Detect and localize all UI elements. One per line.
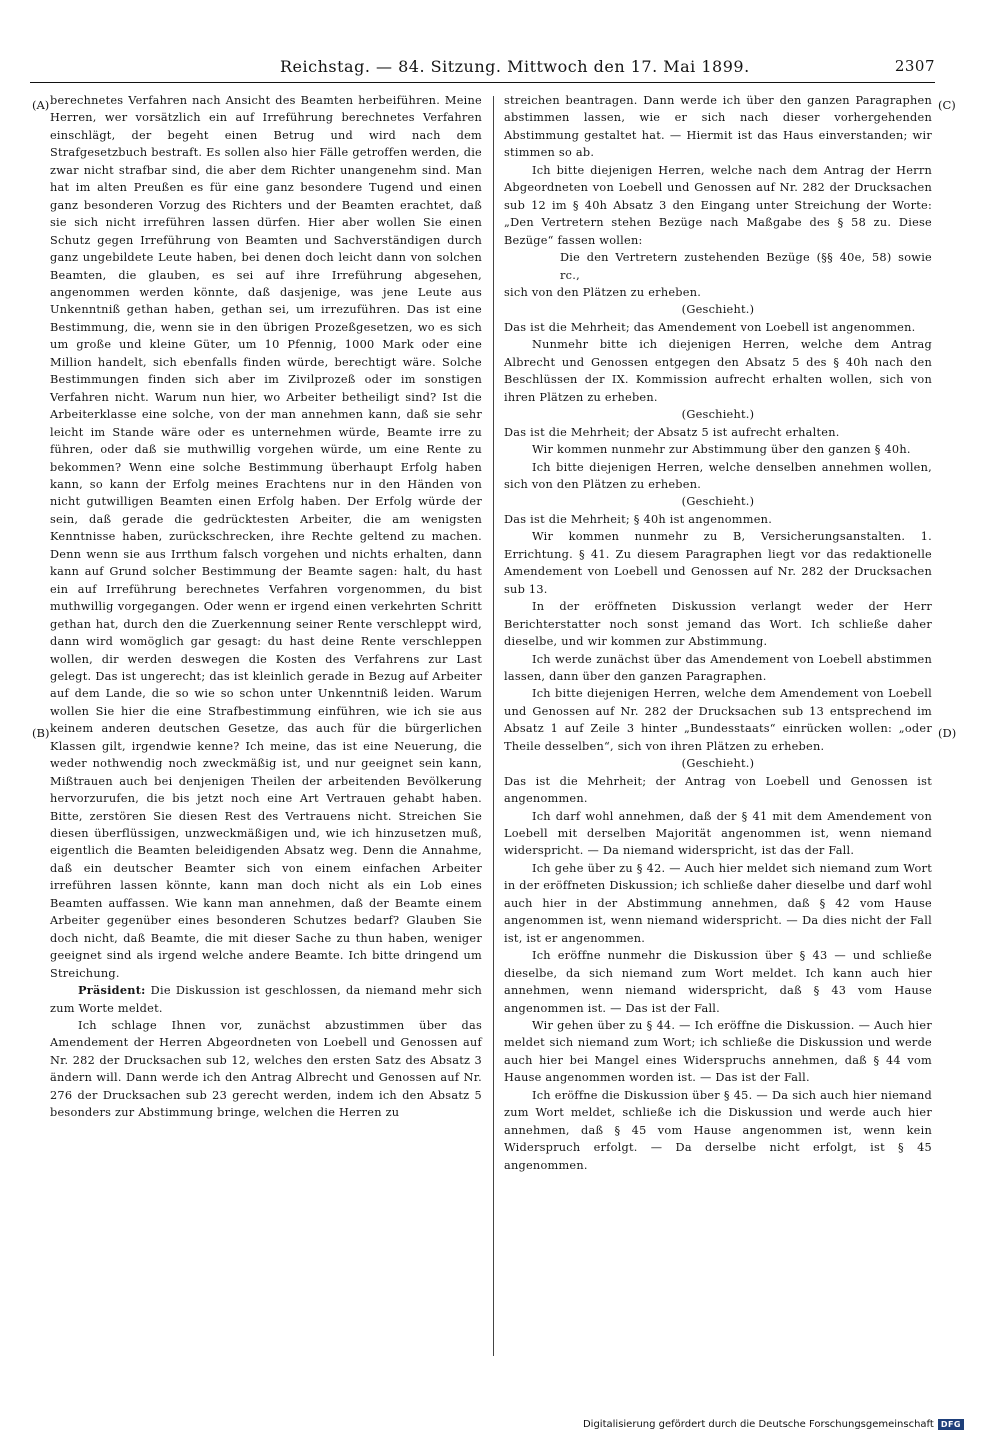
stage-direction: (Geschieht.) [681,495,755,509]
paragraph: Wir kommen nunmehr zu B, Versicherungsanstalten. 1. Errichtung. § 41. Zu diesem Paragraphen liegt vor das redaktionelle Amendement von Loebell und Genossen auf Nr. 282 der Drucksachen sub 13. [504,530,932,596]
paragraph: Nunmehr bitte ich diejenigen Herren, welche dem Antrag Albrecht und Genossen entgegen den Absatz 5 des § 40h nach den Beschlüssen der IX. Kommission aufrecht erhalten wollen, sich von ihren Plätzen zu erheben. [504,338,932,404]
column-divider [493,96,494,1356]
paragraph: Das ist die Mehrheit; § 40h ist angenommen. [504,512,773,526]
stage-direction: (Geschieht.) [681,408,755,422]
speaker-text: Die Diskussion ist geschlossen, da niemand mehr sich zum Worte meldet. [50,984,482,1015]
header-title: Reichstag. — 84. Sitzung. Mittwoch den 17. Mai 1899. [280,57,750,76]
margin-mark-b: (B) [32,726,50,740]
paragraph: streichen beantragen. Dann werde ich über den ganzen Paragraphen abstimmen lassen, wie er sich nach dieser vorhergehenden Abstimmung gestaltet hat. — Hiermit ist das Haus einverstanden; wir stimmen so ab. [504,94,932,160]
paragraph: Wir gehen über zu § 44. — Ich eröffne die Diskussion. — Auch hier meldet sich niemand zum Wort; ich schließe die Diskussion und werde auch hier bei Mangel eines Widerspruchs annehmen, daß § 44 vom Hause angenommen worden ist. — Das ist der Fall. [504,1019,932,1085]
paragraph: Ich gehe über zu § 42. — Auch hier meldet sich niemand zum Wort in der eröffneten Diskussion; ich schließe daher dieselbe und darf wohl auch hier in der Abstimmung annehmen, daß § 42 vom Hause angenommen ist, wenn niemand widerspricht. — Da dies nicht der Fall ist, ist er angenommen. [504,861,932,945]
paragraph: Ich werde zunächst über das Amendement von Loebell abstimmen lassen, dann über den ganzen Paragraphen. [504,652,932,683]
right-column [504,92,932,1174]
paragraph: Ich eröffne die Diskussion über § 45. — Da sich auch hier niemand zum Wort meldet, schließe ich die Diskussion und werde auch hier annehmen, daß § 45 vom Hause angenommen ist, wenn kein Widerspruch erfolgt. — Da derselbe nicht erfolgt, ist § 45 angenommen. [504,1088,932,1172]
paragraph [50,982,482,1017]
paragraph: sich von den Plätzen zu erheben. [504,285,702,299]
left-column [50,92,482,1122]
margin-mark-a: (A) [32,98,50,112]
footer-credit: Digitalisierung gefördert durch die Deutsche Forschungsgemeinschaft [582,1418,934,1430]
running-header [30,57,935,83]
paragraph: In der eröffneten Diskussion verlangt weder der Herr Berichterstatter noch sonst jemand das Wort. Ich schließe daher dieselbe, und wir kommen zur Abstimmung. [504,600,932,649]
page-number: 2307 [894,57,935,75]
paragraph: Ich bitte diejenigen Herren, welche dem Amendement von Loebell und Genossen auf Nr. 282 der Drucksachen sub 13 entsprechend im Absatz 1 auf Zeile 3 hinter „Bundesstaats“ einrücken wollen: „oder Theile desselben“, sich von ihren Plätzen zu erheben. [504,687,932,753]
stage-direction: (Geschieht.) [681,757,755,771]
paragraph: Ich bitte diejenigen Herren, welche nach dem Antrag der Herrn Abgeordneten von Loebell und Genossen auf Nr. 282 der Drucksachen sub 12 im § 40h Absatz 3 den Eingang unter Streichung der Worte: „Den Vertretern stehen Bezüge nach Maßgabe des § 58 zu. Diese Bezüge“ fassen wollen: [504,163,932,247]
quoted-amendment: Die den Vertretern zustehenden Bezüge (§§ 40e, 58) sowie rc., [560,251,932,282]
paragraph: Ich bitte diejenigen Herren, welche denselben annehmen wollen, sich von den Plätzen zu erheben. [504,460,932,491]
paragraph: Wir kommen nunmehr zur Abstimmung über den ganzen § 40h. [532,443,911,457]
margin-mark-c: (C) [938,98,956,112]
paragraph: Das ist die Mehrheit; das Amendement von Loebell ist angenommen. [504,320,916,334]
stage-direction: (Geschieht.) [681,303,755,317]
margin-mark-d: (D) [938,726,957,740]
paragraph: Das ist die Mehrheit; der Antrag von Loebell und Genossen ist angenommen. [504,774,932,806]
dfg-logo: DFG [938,1419,964,1430]
digitization-footer [583,1417,964,1431]
paragraph: Ich darf wohl annehmen, daß der § 41 mit dem Amendement von Loebell mit derselben Majorität angenommen ist, wenn niemand widerspricht. — Da niemand widerspricht, ist das der Fall. [504,809,932,858]
paragraph: Das ist die Mehrheit; der Absatz 5 ist aufrecht erhalten. [504,425,840,439]
speaker-label: Präsident: [78,983,146,998]
paragraph: Ich eröffne nunmehr die Diskussion über § 43 — und schließe dieselbe, da sich niemand zum Wort meldet. Ich kann auch hier annehmen, wenn niemand widerspricht, daß § 43 vom Hause angenommen ist. — Das ist der Fall. [504,949,932,1015]
paragraph: Ich schlage Ihnen vor, zunächst abzustimmen über das Amendement der Herren Abgeordneten von Loebell und Genossen auf Nr. 282 der Drucksachen sub 12, welches den ersten Satz des Absatz 3 ändern will. Dann werde ich den Antrag Albrecht und Genossen auf Nr. 276 der Drucksachen sub 23 gerecht werden, indem ich den Absatz 5 besonders zur Abstimmung bringe, welchen die Herren zu [50,1019,482,1120]
paragraph: berechnetes Verfahren nach Ansicht des Beamten herbeiführen. Meine Herren, wer vorsätzlich ein auf Irreführung berechnetes Verfahren einschlägt, der begeht einen Betrug und wird nach dem Strafgesetzbuch bestraft. Es sollen also hier Fälle getroffen werden, die zwar nicht strafbar sind, die aber dem Richter unangenehm sind. Man hat im alten Preußen es für eine ganz besondere Tugend und einen ganz besonderen Vorzug des Richters und der Beamten erachtet, daß sie sich nicht irreführen lassen dürfen. Hier aber wollen Sie einen Schutz gegen Irreführung von Beamten und Sachverständigen durch ganz ungebildete Leute haben, bei denen doch leicht dann von solchen Beamten, die glauben, es sei auf ihre Irreführung abgesehen, angenommen werden könnte, daß dasjenige, was jene Leute aus Unkenntniß gethan haben, gethan sei, um irrezuführen. Das ist eine Bestimmung, die, wenn sie in den übrigen Prozeßgesetzen, wo es sich um große und kleine Güter, um 10 Pfennig, 1000 Mark oder eine Million handelt, sich ebenfalls finden würde, berechtigt wäre. Solche Bestimmungen finden sich aber im Zivilprozeß oder im sonstigen Verfahren nicht. Warum nun hier, wo Arbeiter betheiligt sind? Ist die Arbeiterklasse eine solche, von der man annehmen kann, daß sie sehr leicht im Stande wäre oder es unternehmen würde, Beamte irre zu führen, oder daß sie muthwillig vorgehen würde, um eine Rente zu bekommen? Wenn eine solche Bestimmung überhaupt Erfolg haben kann, so kann der Erfolg meines Erachtens nur in den Händen von nicht gutwilligen Beamten einen Erfolg haben. Der Erfolg würde der sein, daß gerade die gedrücktesten Arbeiter, die am wenigsten Kenntnisse haben, zurückschrecken, ihre Rechte geltend zu machen. Denn wenn sie aus Irrthum falsch vorgehen und nichts erhalten, dann kann auf Grund solcher Bestimmung der Beamte sagen: halt, du hast ein auf Irreführung berechnetes Verfahren vorgenommen, du bist muthwillig vorgegangen. Oder wenn er irgend einen verkehrten Schritt gethan hat, durch den die Zuerkennung seiner Rente verschleppt wird, dann wird womöglich gar gesagt: du hast deine Rente verschleppen wollen, dir werden deswegen die Kosten des Verfahrens zur Last gelegt. Das ist ungerecht; das ist kleinlich gerade in Bezug auf Arbeiter auf dem Lande, die so wie so schon unter Unkenntniß leiden. Warum wollen Sie hier die eine Strafbestimmung einführen, wie ich sie aus keinem anderen deutschen Gesetze, das auch für die bürgerlichen Klassen gilt, irgendwie kenne? Ich meine, das ist eine Neuerung, die weder nothwendig noch zweckmäßig ist, und nur geeignet sein kann, Mißtrauen auch bei denjenigen Theilen der arbeitenden Bevölkerung hervorzurufen, die bis jetzt noch eine Art Vertrauen gehabt haben. Bitte, zerstören Sie diesen Rest des Vertrauens nicht. Streichen Sie diesen überflüssigen, unzweckmäßigen und, wie ich hinzusetzen muß, eigentlich die Beamten beleidigenden Absatz weg. Denn die Annahme, daß ein deutscher Beamter sich von einem einfachen Arbeiter irreführen lassen könnte, kann man doch nicht als ein Lob eines Beamten auffassen. Wie kann man annehmen, daß der Beamte einem Arbeiter gegenüber eines besonderen Schutzes bedarf? Glauben Sie doch nicht, daß Beamte, die mit dieser Sache zu thun haben, weniger geeignet sind als irgend welche andere Beamte. Ich bitte dringend um Streichung. [50,94,482,980]
